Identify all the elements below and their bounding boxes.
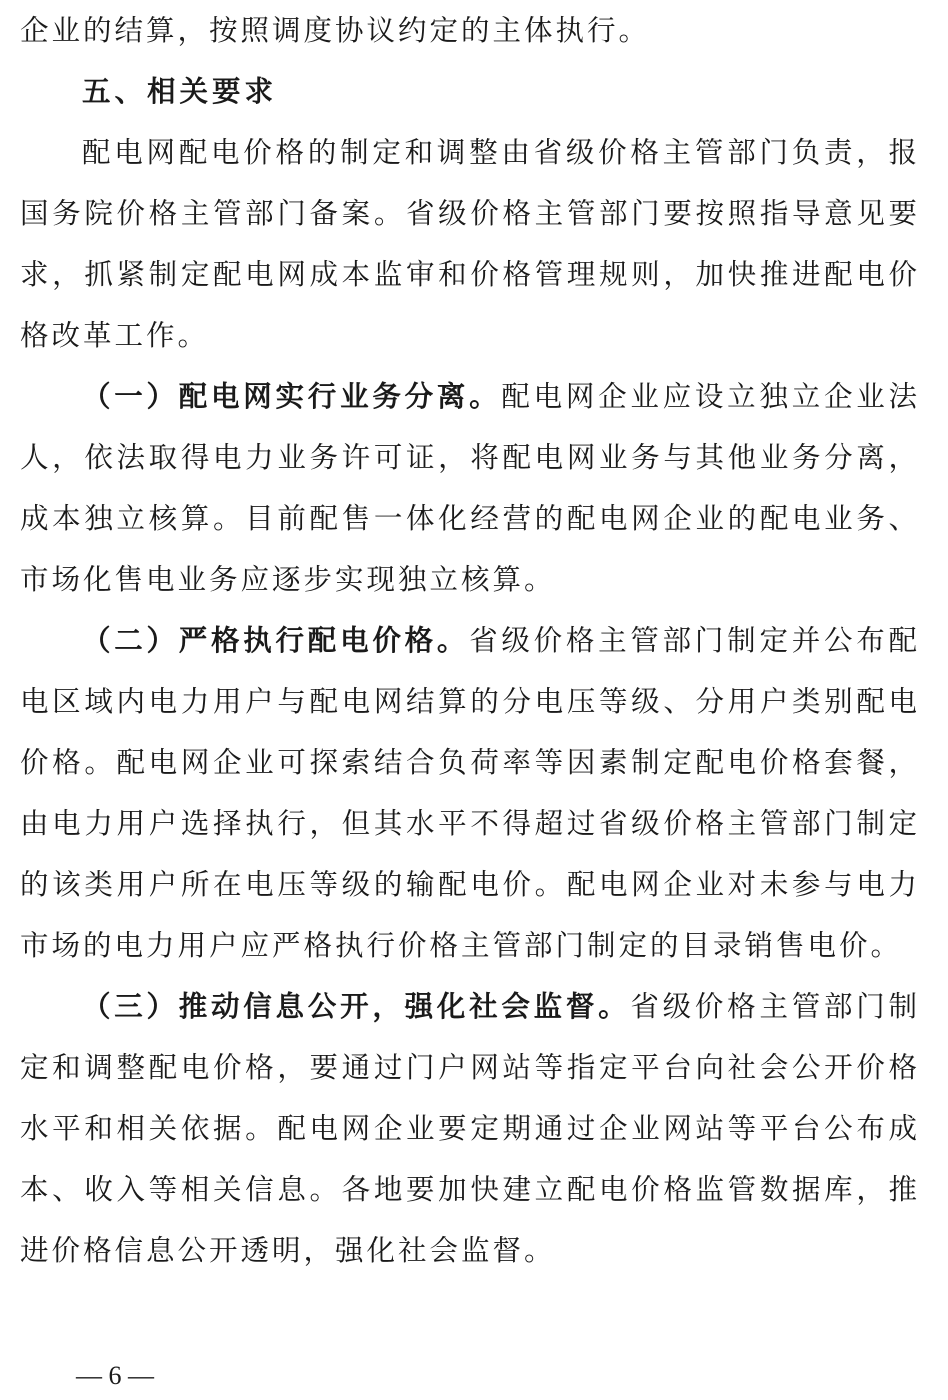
- item-text-2: 省级价格主管部门制定并公布配电区域内电力用户与配电网结算的分电压等级、分用户类别配电价格。配电网企业可探索结合负荷率等因素制定配电价格套餐，由电力用户选择执行，但其水平不得超过省级价格主管部门制定的该类用户所在电压等级的输配电价。配电网企业对未参与电力市场的电力用户应严格执行价格主管部门制定的目录销售电价。: [20, 624, 920, 962]
- continuation-paragraph: 企业的结算，按照调度协议约定的主体执行。: [20, 14, 651, 47]
- item-paragraph-3: [20, 976, 920, 1281]
- item-title-3: （三）推动信息公开，强化社会监督。: [82, 989, 631, 1023]
- body-text: [20, 0, 920, 1281]
- intro-paragraph: 配电网配电价格的制定和调整由省级价格主管部门负责，报国务院价格主管部门备案。省级价格主管部门要按照指导意见要求，抓紧制定配电网成本监审和价格管理规则，加快推进配电价格改革工作。: [20, 136, 920, 352]
- item-paragraph-1: [20, 366, 920, 610]
- item-text-3: 省级价格主管部门制定和调整配电价格，要通过门户网站等指定平台向社会公开价格水平和相关依据。配电网企业要定期通过企业网站等平台公布成本、收入等相关信息。各地要加快建立配电价格监管数据库，推进价格信息公开透明，强化社会监督。: [20, 990, 920, 1267]
- item-paragraph-2: [20, 610, 920, 976]
- page-number: — 6 —: [76, 1361, 154, 1390]
- item-title-2: （二）严格执行配电价格。: [82, 623, 470, 657]
- item-title-1: （一）配电网实行业务分离。: [82, 379, 502, 413]
- section-heading: 五、相关要求: [82, 75, 278, 108]
- item-text-1: 配电网企业应设立独立企业法人，依法取得电力业务许可证，将配电网业务与其他业务分离，成本独立核算。目前配售一体化经营的配电网企业的配电业务、市场化售电业务应逐步实现独立核算。: [20, 380, 920, 596]
